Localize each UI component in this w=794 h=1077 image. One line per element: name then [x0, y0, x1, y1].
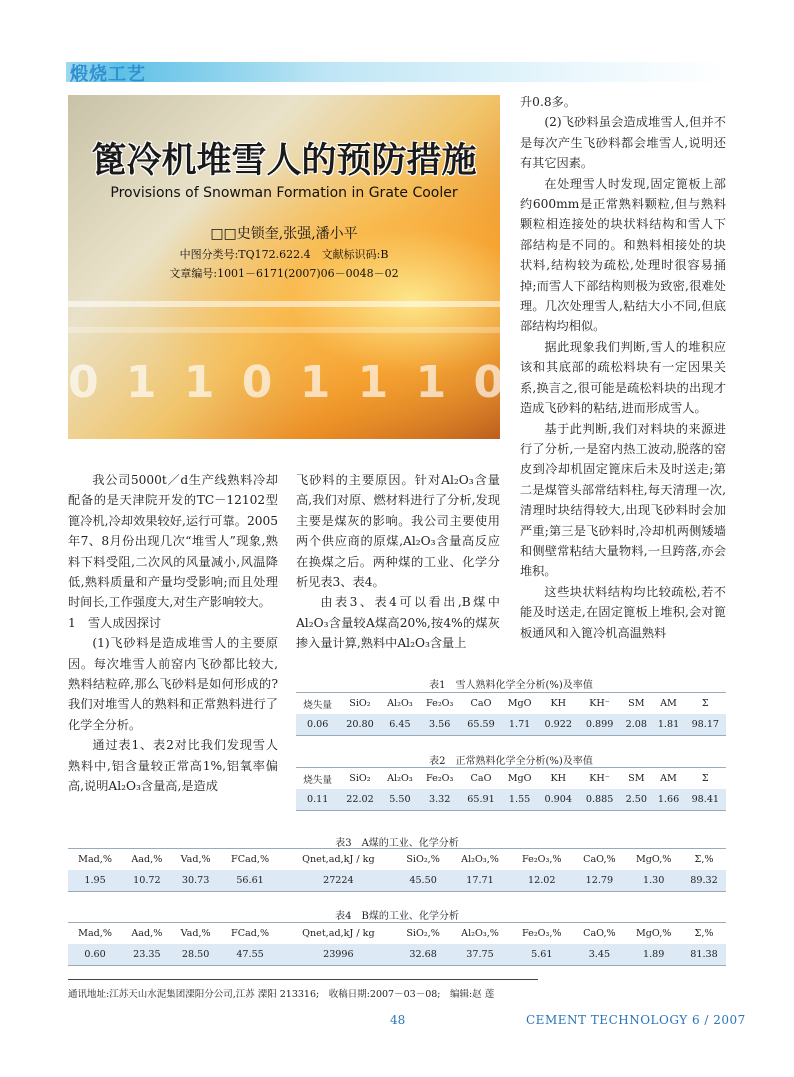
paragraph: 基于此判断,我们对料块的来源进行了分析,一是窑内热工波动,脱落的窑皮到冷却机固定篦床后未及时送走;第二是煤管头部常结料柱,每天清理一次,清理时块结得较大,出现飞砂料时会加严重;第三是飞砂料时,冷却机两侧矮墙和侧壁常粘结大量物料,一旦跨落,亦会堆积。 [520, 421, 726, 579]
table-header-cell: SM [620, 693, 652, 715]
body-column-middle [296, 470, 500, 654]
table-cell: 0.899 [579, 714, 620, 736]
paragraph: 我公司5000t／d生产线熟料冷却配备的是天津院开发的TC－12102型篦冷机,冷却效果较好,运行可靠。2005年7、8月份出现几次“堆雪人”现象,熟料下料受阻,二次风的风量减小,风温降低,熟料质量和产量均受影响;而且处理时间长,工作强度大,对生产影响较大。 [68, 473, 278, 610]
paragraph: 据此现象我们判断,雪人的堆积应该和其底部的疏松料块有一定因果关系,换言之,很可能是疏松料块的出现才造成飞砂料的粘结,进而形成雪人。 [520, 339, 726, 416]
journal-name: CEMENT TECHNOLOGY 6 / 2007 [526, 1013, 746, 1027]
table-header-cell: Al₂O₃ [381, 693, 419, 715]
table-cell: 0.904 [538, 789, 579, 811]
table-4 [68, 922, 726, 966]
table-header-row [68, 923, 726, 945]
section-heading: 1 雪人成因探讨 [68, 615, 162, 630]
table-header-cell: FCad,% [220, 923, 281, 945]
table-header-cell: CaO [460, 693, 501, 715]
article-title: 篦冷机堆雪人的预防措施 [91, 141, 477, 181]
table-cell: 0.60 [68, 944, 122, 966]
table-cell: 1.89 [625, 944, 682, 966]
table-cell: 23.35 [122, 944, 171, 966]
table-header-cell: MgO [502, 693, 538, 715]
table-2 [296, 767, 726, 811]
table-cell: 1.55 [502, 789, 538, 811]
table-header-cell: Al₂O₃,% [450, 849, 510, 871]
paragraph: 在处理雪人时发现,固定篦板上部约600mm是正常熟料颗粒,但与熟料颗粒相连接处的块状料结构和雪人下部结构是不同的。和熟料相接处的块状料,结构较为疏松,处理时很容易捅掉;而雪人下部结构则极为致密,很难处理。几次处理雪人,粘结大小不同,但底部结构均相似。 [520, 176, 726, 334]
table-header-cell: SM [620, 768, 652, 790]
table-header-cell: KH⁻ [579, 693, 620, 715]
table-cell: 28.50 [172, 944, 220, 966]
table-cell: 0.922 [538, 714, 579, 736]
banner-stripe [68, 301, 500, 307]
table-cell: 2.50 [620, 789, 652, 811]
banner-stripe [68, 327, 500, 333]
footer-divider [68, 979, 538, 980]
table-header-cell: KH [538, 768, 579, 790]
table-cell: 1.81 [652, 714, 684, 736]
table-3-caption: 表3 A煤的工业、化学分析 [335, 838, 459, 849]
table-header-cell: FCad,% [220, 849, 281, 871]
table-cell: 0.885 [579, 789, 620, 811]
table-header-cell: Mad,% [68, 923, 122, 945]
table-cell: 6.45 [381, 714, 419, 736]
table-cell: 5.50 [381, 789, 419, 811]
table-header-cell: CaO,% [573, 849, 625, 871]
paragraph: (2)飞砂料虽会造成堆雪人,但并不是每次产生飞砂料都会堆雪人,说明还有其它因素。 [520, 115, 726, 171]
table-header-cell: Mad,% [68, 849, 122, 871]
table-cell: 3.45 [573, 944, 625, 966]
table-4-caption: 表4 B煤的工业、化学分析 [335, 911, 459, 922]
table-1-caption: 表1 雪人熟料化学全分析(%)及率值 [429, 680, 593, 691]
table-header-cell: Fe₂O₃,% [510, 849, 573, 871]
table-cell: 65.91 [460, 789, 501, 811]
table-cell: 5.61 [510, 944, 573, 966]
banner-background-digits: 0 1 1 0 1 1 1 0 1 [68, 357, 569, 408]
table-header-cell: Aad,% [122, 923, 171, 945]
table-3 [68, 848, 726, 892]
table-row [296, 714, 726, 736]
table-cell: 10.72 [122, 870, 171, 892]
table-header-cell: MgO,% [625, 849, 682, 871]
paragraph: 由表3、表4可以看出,B煤中Al₂O₃含量较A煤高20%,按4%的煤灰掺入量计算,熟料中Al₂O₃含量上 [296, 595, 500, 651]
table-header-cell: 烧失量 [296, 693, 339, 715]
table-cell: 22.02 [339, 789, 380, 811]
table-cell: 0.06 [296, 714, 339, 736]
table-header-cell: SiO₂,% [396, 849, 450, 871]
body-column-left [68, 470, 278, 797]
table-header-cell: Al₂O₃,% [450, 923, 510, 945]
table-header-cell: SiO₂,% [396, 923, 450, 945]
table-cell: 45.50 [396, 870, 450, 892]
table-cell: 47.55 [220, 944, 281, 966]
table-cell: 81.38 [682, 944, 726, 966]
table-cell: 3.56 [419, 714, 460, 736]
page-number: 48 [390, 1013, 406, 1027]
table-header-row [296, 768, 726, 790]
article-title-english: Provisions of Snowman Formation in Grate Cooler [110, 185, 458, 201]
table-cell: 12.02 [510, 870, 573, 892]
table-header-cell: CaO [460, 768, 501, 790]
classification-line: 中图分类号:TQ172.622.4 文献标识码:B [179, 248, 389, 261]
table-header-cell: Qnet,ad,kJ / kg [280, 923, 396, 945]
table-header-cell: Fe₂O₃ [419, 768, 460, 790]
table-1 [296, 692, 726, 736]
table-header-cell: KH [538, 693, 579, 715]
article-number: 文章编号:1001－6171(2007)06－0048－02 [169, 267, 399, 280]
footer-address: 通讯地址:江苏天山水泥集团溧阳分公司,江苏 溧阳 213316; 收稿日期:2007－03－08; 编辑:赵 莲 [68, 989, 495, 1000]
table-cell: 1.95 [68, 870, 122, 892]
table-cell: 32.68 [396, 944, 450, 966]
table-2-caption: 表2 正常熟料化学全分析(%)及率值 [429, 756, 593, 767]
table-header-cell: Fe₂O₃,% [510, 923, 573, 945]
table-header-cell: AM [652, 768, 684, 790]
table-cell: 27224 [280, 870, 396, 892]
section-header-band [66, 62, 726, 82]
body-column-right [520, 92, 726, 643]
section-label: 煅烧工艺 [70, 64, 146, 85]
table-header-cell: 烧失量 [296, 768, 339, 790]
table-header-cell: Aad,% [122, 849, 171, 871]
table-header-cell: Fe₂O₃ [419, 693, 460, 715]
table-cell: 65.59 [460, 714, 501, 736]
table-header-cell: Qnet,ad,kJ / kg [280, 849, 396, 871]
table-cell: 1.66 [652, 789, 684, 811]
paragraph: 飞砂料的主要原因。针对Al₂O₃含量高,我们对原、燃材料进行了分析,发现主要是煤灰的影响。我公司主要使用两个供应商的原煤,Al₂O₃含量高反应在换煤之后。两种煤的工业、化学分析见表3、表4。 [296, 473, 500, 590]
table-header-cell: Vad,% [172, 923, 220, 945]
table-header-cell: SiO₂ [339, 768, 380, 790]
table-cell: 3.32 [419, 789, 460, 811]
table-row [68, 944, 726, 966]
table-cell: 98.17 [685, 714, 726, 736]
table-cell: 0.11 [296, 789, 339, 811]
table-header-cell: AM [652, 693, 684, 715]
table-cell: 89.32 [682, 870, 726, 892]
table-cell: 12.79 [573, 870, 625, 892]
paragraph: (1)飞砂料是造成堆雪人的主要原因。每次堆雪人前窑内飞砂都比较大,熟料结粒碎,那么飞砂料是如何形成的?我们对堆雪人的熟料和正常熟料进行了化学全分析。 [68, 636, 278, 732]
table-cell: 30.73 [172, 870, 220, 892]
table-cell: 20.80 [339, 714, 380, 736]
paragraph: 通过表1、表2对比我们发现雪人熟料中,铝含量较正常高1%,铝氧率偏高,说明Al₂O₃含量高,是造成 [68, 738, 278, 794]
table-header-cell: Σ [685, 768, 726, 790]
table-header-row [296, 693, 726, 715]
table-cell: 98.41 [685, 789, 726, 811]
table-row [296, 789, 726, 811]
table-cell: 1.71 [502, 714, 538, 736]
table-cell: 23996 [280, 944, 396, 966]
table-header-cell: Vad,% [172, 849, 220, 871]
article-authors: □□史锁奎,张强,潘小平 [210, 226, 358, 242]
table-header-cell: Σ,% [682, 849, 726, 871]
table-row [68, 870, 726, 892]
paragraph: 这些块状料结构均比较疏松,若不能及时送走,在固定篦板上堆积,会对篦板通风和入篦冷机高温熟料 [520, 584, 726, 640]
table-header-cell: SiO₂ [339, 693, 380, 715]
table-header-row [68, 849, 726, 871]
table-cell: 1.30 [625, 870, 682, 892]
table-header-cell: MgO,% [625, 923, 682, 945]
table-header-cell: Σ [685, 693, 726, 715]
table-cell: 56.61 [220, 870, 281, 892]
table-header-cell: KH⁻ [579, 768, 620, 790]
table-header-cell: MgO [502, 768, 538, 790]
table-cell: 37.75 [450, 944, 510, 966]
table-cell: 17.71 [450, 870, 510, 892]
table-cell: 2.08 [620, 714, 652, 736]
paragraph: 升0.8多。 [520, 95, 576, 109]
table-header-cell: Al₂O₃ [381, 768, 419, 790]
table-header-cell: Σ,% [682, 923, 726, 945]
table-header-cell: CaO,% [573, 923, 625, 945]
